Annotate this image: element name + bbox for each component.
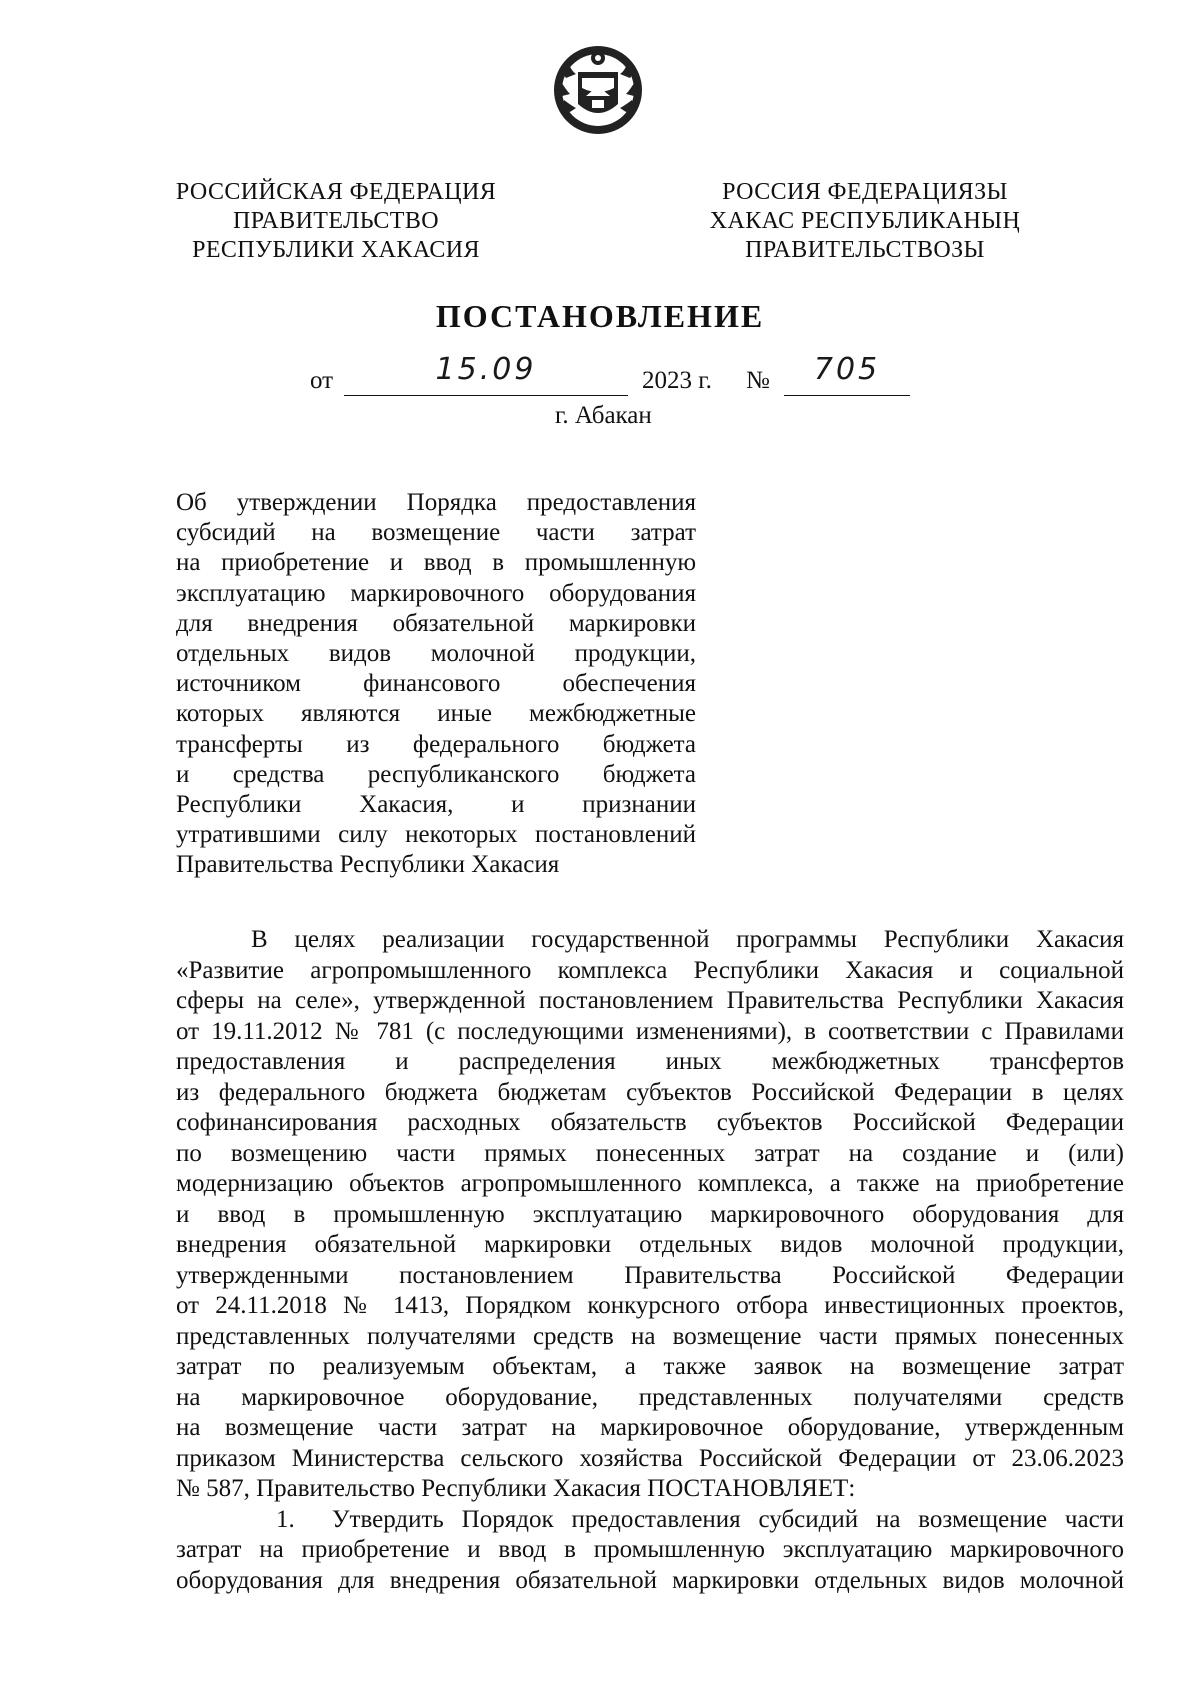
subject-line: утратившими силу некоторых постановлений	[176, 821, 696, 849]
body-line: В целях реализации государственной программы Республики Хакасия	[251, 926, 1124, 953]
subject-line: субсидий на возмещение части затрат	[176, 519, 696, 547]
item-1-text: Утвердить Порядок предоставления субсидий на возмещение части	[331, 1505, 1124, 1533]
body-line: софинансирования расходных обязательств субъектов Российской Федерации	[176, 1109, 1124, 1136]
body-line: затрат по реализуемым объектам, а также заявок на возмещение затрат	[176, 1353, 1124, 1380]
body-line: из федерального бюджета бюджетам субъектов Российской Федерации в целях	[176, 1078, 1124, 1106]
subject-line: которых являются иные межбюджетные	[176, 700, 696, 728]
header-right-line-3: ПРАВИТЕЛЬСТВОЗЫ	[745, 237, 985, 263]
header-right-line-2: ХАКАС РЕСПУБЛИКАНЫҢ	[709, 208, 1021, 234]
body-line: «Развитие агропромышленного комплекса Республики Хакасия и социальной	[176, 956, 1124, 984]
date-from-label: от	[310, 367, 334, 394]
subject-line: трансферты из федерального бюджета	[176, 730, 696, 758]
year-label: 2023 г.	[642, 367, 712, 394]
item-1-line: оборудования для внедрения обязательной маркировки отдельных видов молочной	[176, 1566, 1124, 1594]
subject-line: и средства республиканского бюджета	[176, 760, 696, 788]
number-label: №	[746, 367, 770, 394]
date-field	[344, 352, 628, 396]
number-field	[784, 352, 910, 396]
subject-line: для внедрения обязательной маркировки	[176, 609, 696, 637]
date-number-line	[310, 352, 910, 401]
subject-line: эксплуатацию маркировочного оборудования	[176, 579, 696, 607]
subject-line: Об утверждении Порядка предоставления	[176, 489, 696, 516]
handwritten-number: 705	[813, 352, 881, 387]
subject-line: отдельных видов молочной продукции,	[176, 640, 696, 668]
preamble-text	[176, 925, 1124, 1596]
item-1-line: затрат на приобретение и ввод в промышленную эксплуатацию маркировочного	[176, 1536, 1124, 1563]
subject-line: на приобретение и ввод в промышленную	[176, 549, 696, 577]
body-line: и ввод в промышленную эксплуатацию маркировочного оборудования для	[176, 1200, 1124, 1228]
body-line: приказом Министерства сельского хозяйства Российской Федерации от 23.06.2023	[176, 1444, 1124, 1472]
body-line: № 587, Правительство Республики Хакасия ПОСТАНОВЛЯЕТ:	[176, 1475, 856, 1502]
header-right-khakas	[685, 178, 1045, 265]
body-line: модернизацию объектов агропромышленного комплекса, а также на приобретение	[176, 1170, 1124, 1197]
body-line: по возмещению части прямых понесенных затрат на создание и (или)	[176, 1139, 1124, 1167]
city-label: г. Абакан	[555, 402, 652, 429]
subject-line: Республики Хакасия, и признании	[176, 791, 696, 819]
subject-line: источником финансового обеспечения	[176, 670, 696, 698]
body-line: представленных получателями средств на возмещение части прямых понесенных	[176, 1322, 1124, 1350]
item-1-first-line	[176, 1505, 1124, 1536]
header-left-russian	[156, 178, 516, 265]
subject-line: Правительства Республики Хакасия	[176, 851, 560, 879]
body-line: на возмещение части затрат на маркировочное оборудование, утвержденным	[176, 1414, 1124, 1441]
header-right-line-1: РОССИЯ ФЕДЕРАЦИЯЗЫ	[722, 179, 1008, 205]
handwritten-date: 15.09	[435, 352, 537, 387]
body-line: от 24.11.2018 № 1413, Порядком конкурсного отбора инвестиционных проектов,	[176, 1292, 1124, 1319]
body-line: сферы на селе», утвержденной постановлением Правительства Республики Хакасия	[176, 987, 1124, 1014]
body-line: утвержденными постановлением Правительства Российской Федерации	[176, 1261, 1124, 1289]
body-line: на маркировочное оборудование, представленных получателями средств	[176, 1383, 1124, 1411]
header-left-line-1: РОССИЙСКАЯ ФЕДЕРАЦИЯ	[175, 179, 497, 205]
subject-block	[176, 488, 696, 881]
coat-of-arms-emblem	[548, 38, 648, 138]
body-line: предоставления и распределения иных межбюджетных трансфертов	[176, 1048, 1124, 1075]
body-line: внедрения обязательной маркировки отдельных видов молочной продукции,	[176, 1231, 1124, 1258]
header-left-line-2: ПРАВИТЕЛЬСТВО	[233, 208, 439, 234]
header-left-line-3: РЕСПУБЛИКИ ХАКАСИЯ	[192, 237, 480, 263]
item-1-number: 1.	[276, 1505, 295, 1533]
document-title: ПОСТАНОВЛЕНИЕ	[435, 298, 765, 334]
body-line: от 19.11.2012 № 781 (с последующими изменениями), в соответствии с Правилами	[176, 1017, 1124, 1045]
